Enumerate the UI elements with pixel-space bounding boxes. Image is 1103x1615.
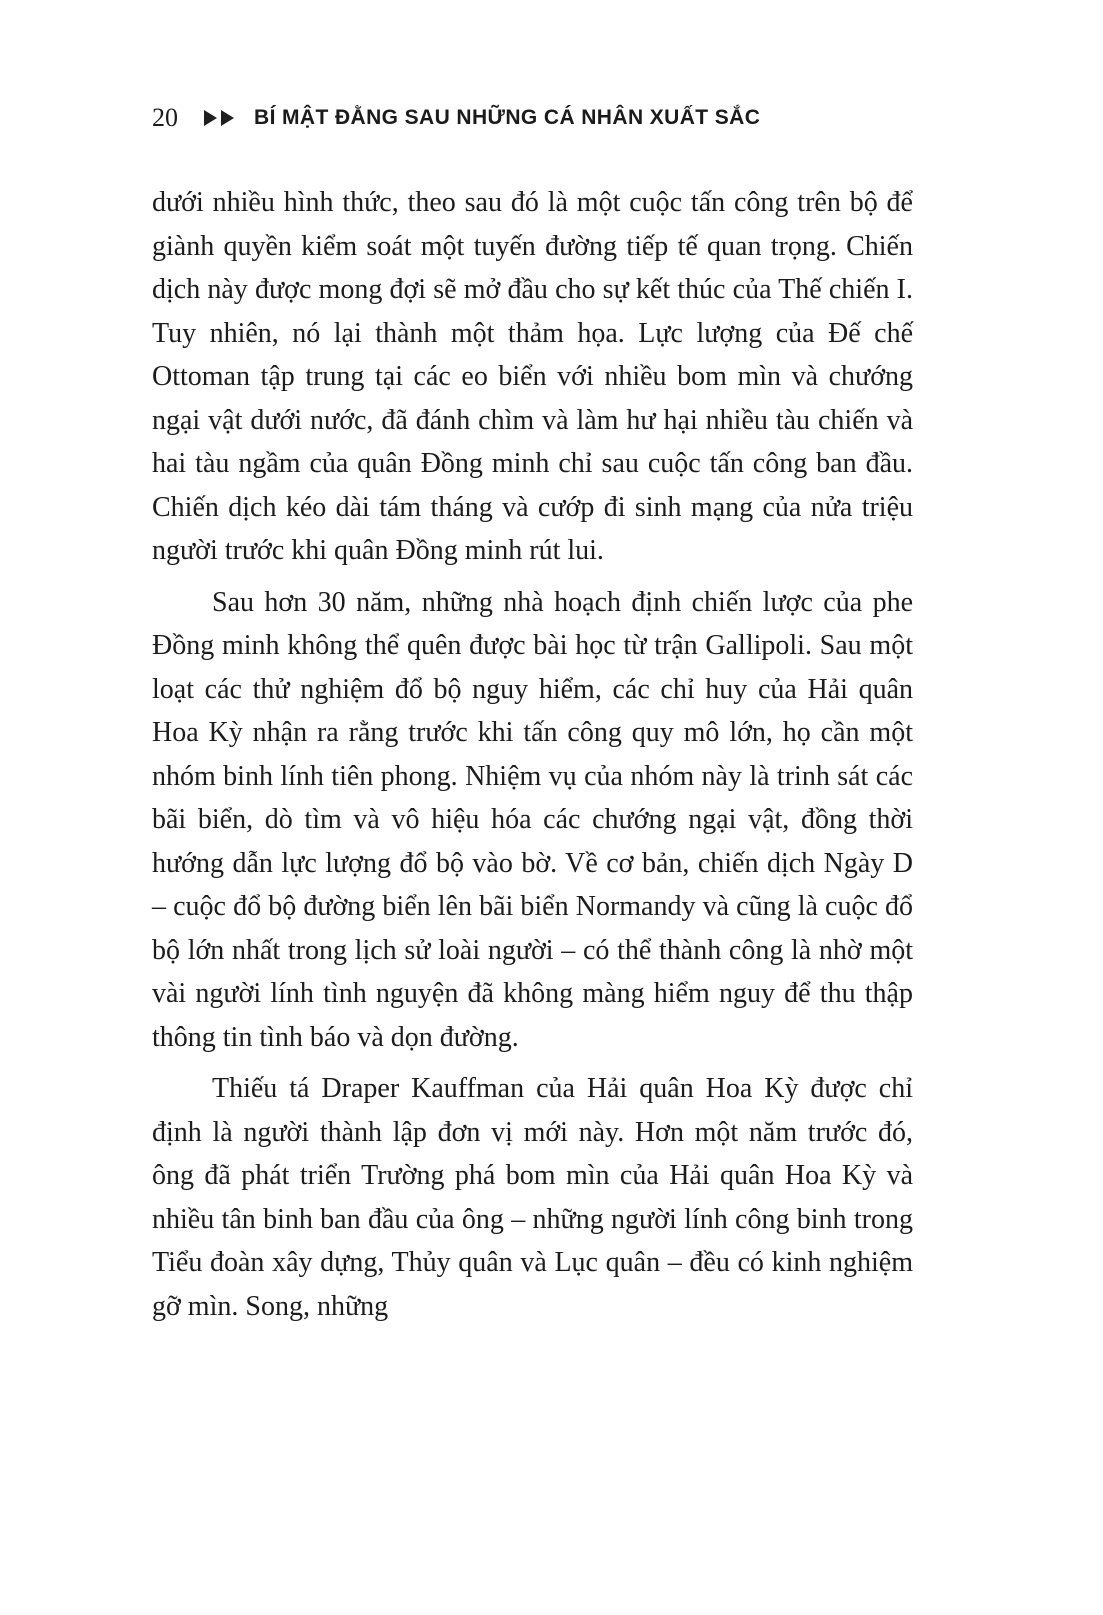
page-number: 20	[152, 103, 178, 132]
right-arrow-icon	[221, 110, 234, 126]
right-arrow-icon	[204, 110, 217, 126]
double-right-arrow-icon	[204, 110, 234, 126]
paragraph: Thiếu tá Draper Kauffman của Hải quân Hoa Kỳ được chỉ định là người thành lập đơn vị mới này. Hơn một năm trước đó, ông đã phát triển Trường phá bom mìn của Hải quân Hoa Kỳ và nhiều tân binh ban đầu của ông – những người lính công binh trong Tiểu đoàn xây dựng, Thủy quân và Lục quân – đều có kinh nghiệm gỡ mìn. Song, những	[152, 1073, 913, 1322]
running-head-title: BÍ MẬT ĐẰNG SAU NHỮNG CÁ NHÂN XUẤT SẮC	[254, 106, 761, 129]
paragraph: dưới nhiều hình thức, theo sau đó là một cuộc tấn công trên bộ để giành quyền kiểm soát một tuyến đường tiếp tế quan trọng. Chiến dịch này được mong đợi sẽ mở đầu cho sự kết thúc của Thế chiến I. Tuy nhiên, nó lại thành một thảm họa. Lực lượng của Đế chế Ottoman tập trung tại các eo biển với nhiều bom mìn và chướng ngại vật dưới nước, đã đánh chìm và làm hư hại nhiều tàu chiến và hai tàu ngầm của quân Đồng minh chỉ sau cuộc tấn công ban đầu. Chiến dịch kéo dài tám tháng và cướp đi sinh mạng của nửa triệu người trước khi quân Đồng minh rút lui.	[152, 187, 913, 566]
page-header	[152, 105, 913, 131]
page-body-text	[152, 181, 913, 1328]
paragraph: Sau hơn 30 năm, những nhà hoạch định chiến lược của phe Đồng minh không thể quên được bài học từ trận Gallipoli. Sau một loạt các thử nghiệm đổ bộ nguy hiểm, các chỉ huy của Hải quân Hoa Kỳ nhận ra rằng trước khi tấn công quy mô lớn, họ cần một nhóm binh lính tiên phong. Nhiệm vụ của nhóm này là trinh sát các bãi biển, dò tìm và vô hiệu hóa các chướng ngại vật, đồng thời hướng dẫn lực lượng đổ bộ vào bờ. Về cơ bản, chiến dịch Ngày D – cuộc đổ bộ đường biển lên bãi biển Normandy và cũng là cuộc đổ bộ lớn nhất trong lịch sử loài người – có thể thành công là nhờ một vài người lính tình nguyện đã không màng hiểm nguy để thu thập thông tin tình báo và dọn đường.	[152, 586, 913, 1053]
